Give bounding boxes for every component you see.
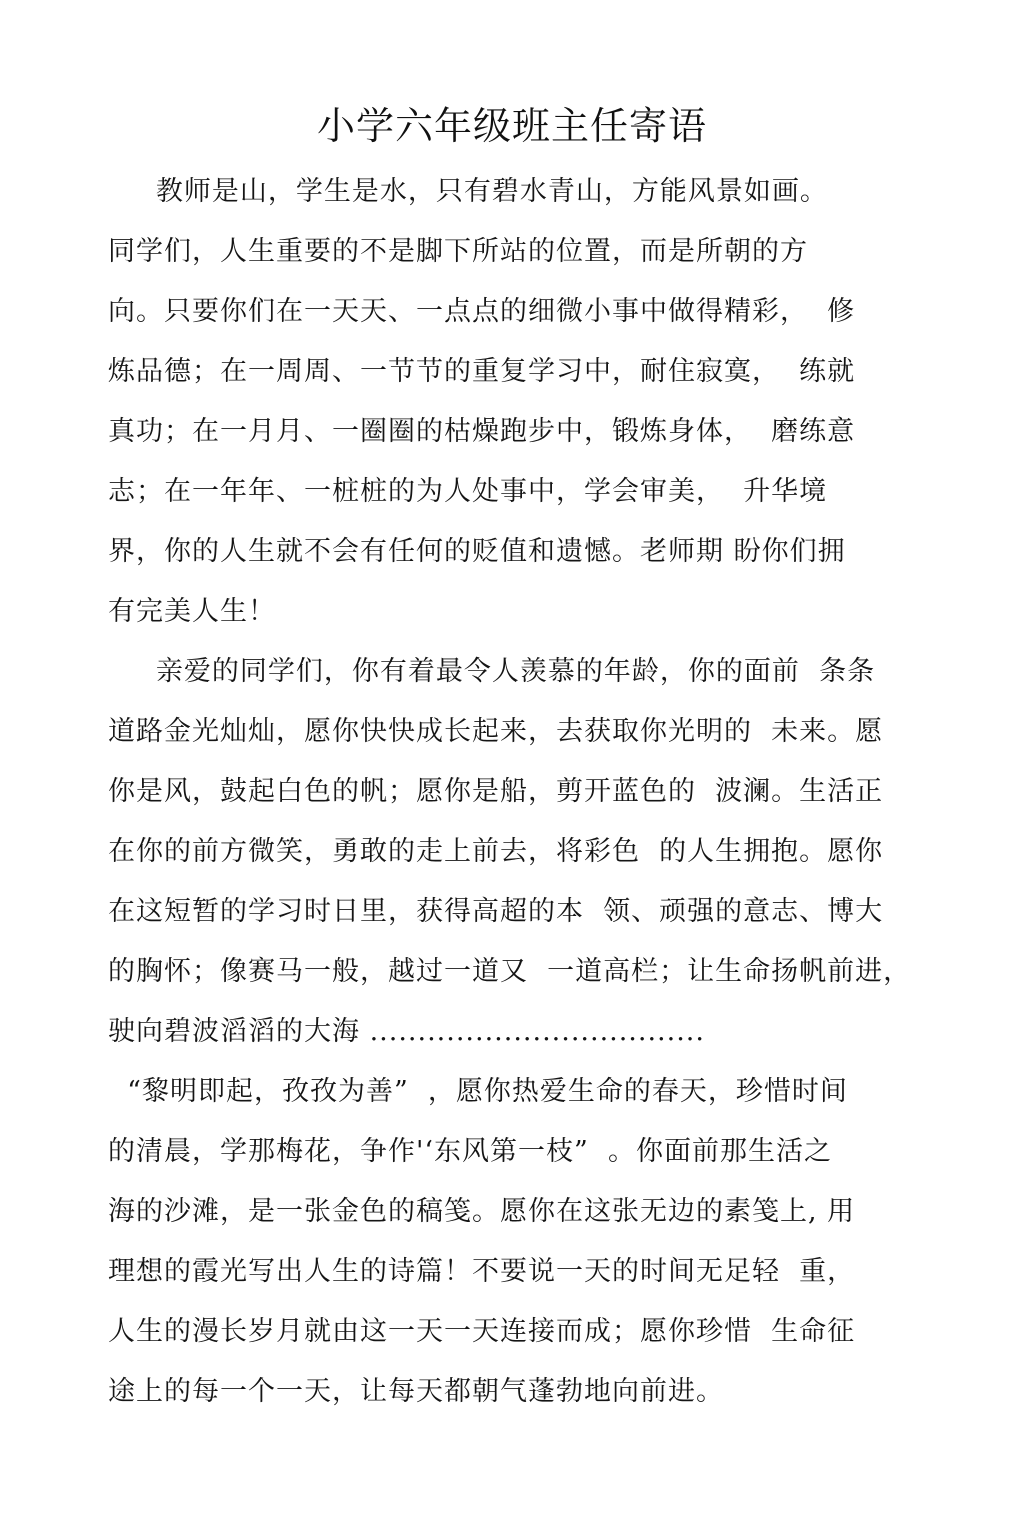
paragraph-1-line-3: 向。只要你们在一天天、一点点的细微小事中做得精彩， 修 [108, 296, 856, 327]
paragraph-1-line-1: 教师是山，学生是水，只有碧水青山，方能风景如画。 [108, 176, 828, 207]
paragraph-2-line-7: 驶向碧波滔滔的大海 ................................... [108, 1016, 705, 1047]
paragraph-2-line-4: 在你的前方微笑，勇敢的走上前去，将彩色 的人生拥抱。愿你 [108, 836, 884, 867]
document-title: 小学六年级班主任寄语 [316, 104, 707, 148]
paragraph-3-line-2: 的清晨，学那梅花，争作'‘东风第一枝” 。你面前那生活之 [108, 1136, 832, 1167]
paragraph-2-line-1: 亲爱的同学们，你有着最令人羡慕的年龄，你的面前 条条 [108, 656, 876, 687]
paragraph-3-line-5: 人生的漫长岁月就由这一天一天连接而成；愿你珍惜 生命征 [108, 1316, 856, 1347]
paragraph-2-line-5: 在这短暂的学习时日里，获得高超的本 领、顽强的意志、博大 [108, 896, 884, 927]
paragraph-1-line-8: 有完美人生！ [108, 596, 276, 627]
paragraph-3-line-4: 理想的霞光写出人生的诗篇！不要说一天的时间无足轻 重， [108, 1256, 856, 1287]
paragraph-1-line-5: 真功；在一月月、一圈圈的枯燥跑步中，锻炼身体， 磨练意 [108, 416, 856, 447]
paragraph-3-line-3: 海的沙滩，是一张金色的稿笺。愿你在这张无边的素笺上, 用 [108, 1196, 856, 1227]
paragraph-1-line-2: 同学们，人生重要的不是脚下所站的位置，而是所朝的方 [108, 236, 808, 267]
paragraph-2-line-6: 的胸怀；像赛马一般，越过一道又 一道高栏；让生命扬帆前进， [108, 956, 912, 987]
paragraph-2-line-2: 道路金光灿灿，愿你快快成长起来，去获取你光明的 未来。愿 [108, 716, 884, 747]
paragraph-1-line-7: 界，你的人生就不会有任何的贬值和遗憾。老师期 盼你们拥 [108, 536, 846, 567]
paragraph-1-line-4: 炼品德；在一周周、一节节的重复学习中，耐住寂寞， 练就 [108, 356, 856, 387]
paragraph-2-line-3: 你是风，鼓起白色的帆；愿你是船，剪开蓝色的 波澜。生活正 [108, 776, 884, 807]
paragraph-3-line-1: “黎明即起，孜孜为善” ，愿你热爱生命的春天，珍惜时间 [108, 1076, 848, 1107]
paragraph-3-line-6: 途上的每一个一天，让每天都朝气蓬勃地向前进。 [108, 1376, 724, 1407]
paragraph-1-line-6: 志；在一年年、一桩桩的为人处事中，学会审美， 升华境 [108, 476, 828, 507]
